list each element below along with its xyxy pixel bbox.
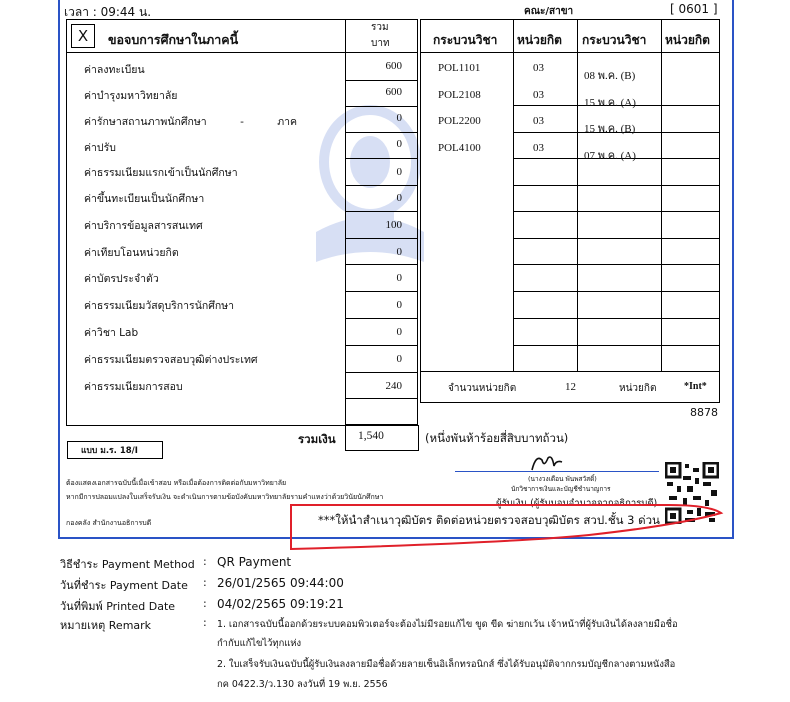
fee-label: ค่าบัตรประจำตัว [84,273,159,285]
fee-label: ค่าธรรมเนียมตรวจสอบวุฒิต่างประเทศ [84,354,258,366]
signer-name: (นางวงเดือน พันพสวัสดิ์) [528,475,597,483]
printed-date-value: 04/02/2565 09:19:21 [217,597,344,611]
total-credit-label: จำนวนหน่วยกิต [448,383,517,394]
exam-date: 08 พ.ค. (B) [584,70,636,82]
course-code: POL4100 [438,142,481,154]
graduate-checkbox: X [71,24,95,48]
course-credit: 03 [533,142,544,154]
receipt-code: [ 0601 ] [670,2,718,16]
exam-date: 15 พ.ค. (A) [584,97,636,109]
footer-note-2: หากมีการปลอมแปลงใบเสร็จรับเงิน จะดำเนินการตามข้อบังคับมหาวิทยาลัยรามคำแหงว่าด้วยวินัยนักศึกษา [66,493,384,501]
fee-value: 0 [396,299,402,311]
remark-label: หมายเหตุ Remark [60,619,152,632]
printed-date-label: วันที่พิมพ์ Printed Date [60,600,176,613]
fee-value: 0 [396,166,402,178]
course-header-1: กระบวนวิชา [433,33,498,47]
colon: : [203,555,207,568]
fee-value: 0 [396,112,402,124]
colon: : [203,576,207,589]
fee-label: ค่าธรรมเนียมการสอบ [84,381,183,393]
fee-label: ค่าเทียบโอนหน่วยกิต [84,247,179,259]
course-code: POL1101 [438,62,481,74]
footer-note-1: ต้องแสดงเอกสารฉบับนี้เมื่อเข้าสอบ หรือเมื่อต้องการติดต่อกับมหาวิทยาลัย [66,479,287,487]
fee-value: 600 [385,60,402,72]
int-mark: *Int* [684,381,707,392]
fee-value: 240 [385,380,402,392]
course-code: POL2108 [438,89,481,101]
form-code: แบบ ม.ร. 18/I [81,446,138,456]
colon: : [203,597,207,610]
total-in-words: (หนึ่งพันห้าร้อยสี่สิบบาทถ้วน) [425,431,569,445]
fee-value: 600 [385,86,402,98]
fee-label: ค่าบำรุงมหาวิทยาลัย [84,90,178,102]
colon: : [203,616,207,629]
course-credit: 03 [533,62,544,74]
receiver-label: ผู้รับเงิน (ผู้รับมอบอำนาจจากอธิการบดี) [496,498,658,509]
fee-label: ค่าลงทะเบียน [84,64,145,76]
fee-value: 0 [396,246,402,258]
payment-date-label: วันที่ชำระ Payment Date [60,579,188,592]
remark-line-1b: กำกับแก้ไขไว้ทุกแห่ง [217,638,302,649]
fee-label: ค่าวิชา Lab [84,327,139,339]
total-label: รวมเงิน [298,432,336,446]
course-credit: 03 [533,115,544,127]
time-label: เวลา : 09:44 น. [64,5,152,19]
fee-label: ค่าปรับ [84,142,116,154]
fee-value: 0 [396,353,402,365]
course-code: POL2200 [438,115,481,127]
amount-header-2: บาท [371,38,390,49]
red-highlight-mark [289,503,725,551]
fee-value: 0 [396,138,402,150]
signature-line [455,471,659,472]
course-header-2: กระบวนวิชา [582,33,647,47]
payment-method-value: QR Payment [217,555,292,569]
fee-label: ค่าบริการข้อมูลสารสนเทศ [84,220,203,232]
exam-date: 15 พ.ค. (B) [584,123,636,135]
remark-line-2b: กค 0422.3/ว.130 ลงวันที่ 19 พ.ย. 2556 [217,679,388,690]
signer-title: นักวิชาการเงินและบัญชีชำนาญการ [511,485,611,493]
fee-label: ค่าขึ้นทะเบียนเป็นนักศึกษา [84,193,205,205]
exam-date: 07 พ.ค. (A) [584,150,636,162]
doc-number: 8878 [690,406,718,419]
payment-date-value: 26/01/2565 09:44:00 [217,576,344,590]
fee-label: ค่าธรรมเนียมวัสดุบริการนักศึกษา [84,300,235,312]
course-credit: 03 [533,89,544,101]
fee-value: 0 [396,326,402,338]
graduation-notice: ***ให้นำสำเนาวุฒิบัตร ติดต่อหน่วยตรวจสอบวุฒิบัตร สวป.ชั้น 3 ด่วน [318,513,660,527]
fee-label: ค่ารักษาสถานภาพนักศึกษา - ภาค [84,116,298,128]
amount-header-1: รวม [371,22,389,33]
fees-title: ขอจบการศึกษาในภาคนี้ [108,32,239,47]
fee-label: ค่าธรรมเนียมแรกเข้าเป็นนักศึกษา [84,167,238,179]
faculty-label: คณะ/สาขา [524,6,574,17]
credit-header-1: หน่วยกิต [517,33,562,47]
department: กองคลัง สำนักงานอธิการบดี [66,519,152,527]
total-credit-value: 12 [565,381,576,393]
remark-line-1a: 1. เอกสารฉบับนี้ออกด้วยระบบคอมพิวเตอร์จะต้องไม่มีรอยแก้ไข ขูด ขีด ฆ่ายกเว้น เจ้าหน้าที่ผู้รับเงินได้ลงลายมือชื่อ [217,619,678,630]
credit-unit: หน่วยกิต [619,383,657,394]
credit-header-2: หน่วยกิต [665,33,710,47]
payment-method-label: วิธีชำระ Payment Method [60,558,195,571]
remark-line-2a: 2. ใบเสร็จรับเงินฉบับนี้ผู้รับเงินลงลายมือชื่อด้วยลายเซ็นอิเล็กทรอนิกส์ ซึ่งได้รับอนุมัติจากกรมบัญชีกลางตามหนังสือ [217,659,676,670]
total-value: 1,540 [358,430,384,442]
fee-value: 0 [396,192,402,204]
fee-value: 100 [385,219,402,231]
fee-value: 0 [396,272,402,284]
